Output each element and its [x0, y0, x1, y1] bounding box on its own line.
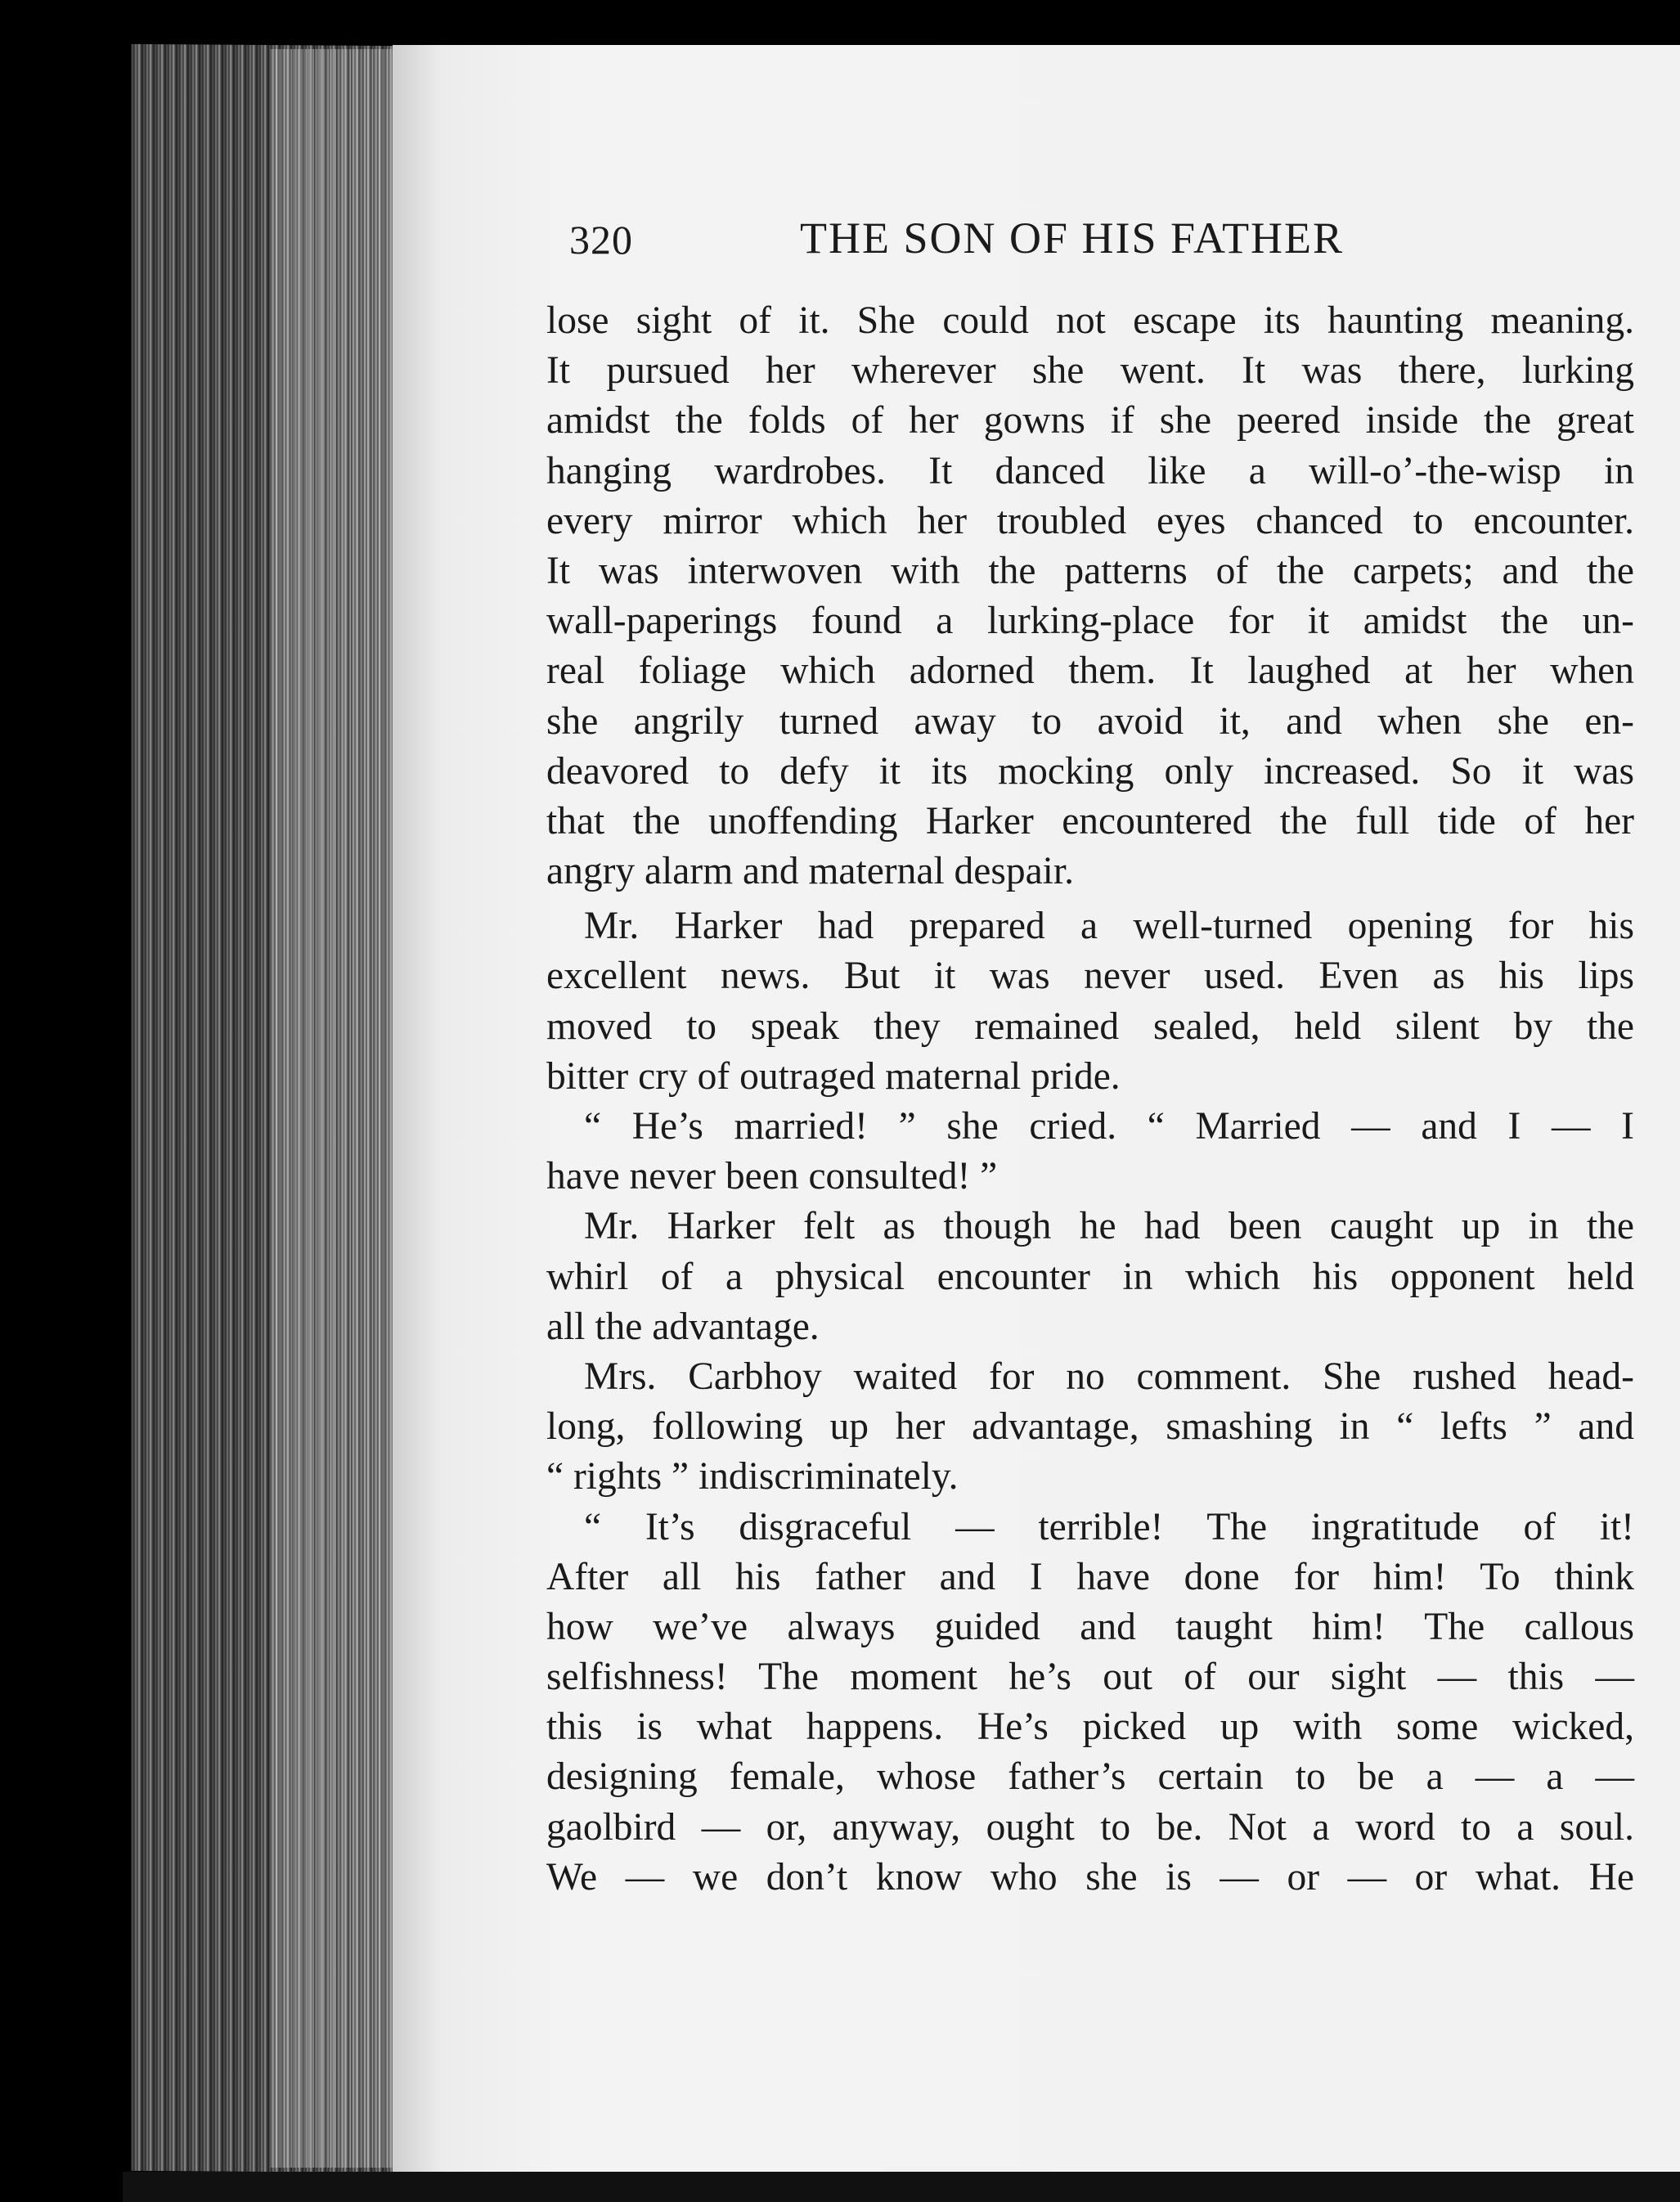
text-line: designing female, whose father’s certain to be a — a —: [546, 1755, 1634, 1799]
text-line: wall-paperings found a lurking-place for it amidst the un-: [546, 600, 1634, 643]
text-line: gaolbird — or, anyway, ought to be. Not a word to a soul.: [546, 1805, 1634, 1849]
scan-bottom-border: [123, 2172, 1680, 2202]
text-line: have never been consulted! ”: [546, 1155, 998, 1198]
text-line: deavored to defy it its mocking only increased. So it was: [546, 749, 1634, 793]
text-line: “ He’s married! ” she cried. “ Married — and I — I: [584, 1105, 1634, 1148]
page-number: 320: [569, 217, 633, 263]
text-line: Mr. Harker had prepared a well-turned opening for his: [584, 905, 1634, 948]
text-line: “ rights ” indiscriminately.: [546, 1455, 959, 1499]
text-line: long, following up her advantage, smashing in “ lefts ” and: [546, 1405, 1634, 1449]
text-line: hanging wardrobes. It danced like a will-o’-the-wisp in: [546, 449, 1634, 492]
text-line: amidst the folds of her gowns if she peered inside the great: [546, 399, 1634, 443]
text-line: this is what happens. He’s picked up with some wicked,: [546, 1705, 1634, 1749]
text-line: that the unoffending Harker encountered the full tide of her: [546, 799, 1634, 843]
text-line: lose sight of it. She could not escape its haunting meaning.: [546, 299, 1634, 342]
body-text: [546, 296, 1634, 1903]
text-line: excellent news. But it was never used. Even as his lips: [546, 955, 1634, 998]
text-line: bitter cry of outraged maternal pride.: [546, 1054, 1121, 1098]
text-line: whirl of a physical encounter in which his opponent held: [546, 1255, 1634, 1298]
text-line: angry alarm and maternal despair.: [546, 850, 1074, 893]
text-line: real foliage which adorned them. It laughed at her when: [546, 649, 1634, 693]
text-line: moved to speak they remained sealed, held silent by the: [546, 1004, 1634, 1048]
text-line: It pursued her wherever she went. It was there, lurking: [546, 349, 1634, 393]
scan-top-border: [123, 0, 1680, 49]
text-line: how we’ve always guided and taught him! The callous: [546, 1605, 1634, 1648]
text-line: Mr. Harker felt as though he had been caught up in the: [584, 1205, 1634, 1248]
running-head: [569, 209, 1633, 275]
book-page-edges-highlight: [270, 49, 409, 2168]
text-line: Mrs. Carbhoy waited for no comment. She rushed head-: [584, 1355, 1634, 1398]
text-line: all the advantage.: [546, 1305, 820, 1348]
running-title: THE SON OF HIS FATHER: [800, 213, 1345, 263]
text-line: selfishness! The moment he’s out of our sight — this —: [546, 1656, 1634, 1699]
text-line: We — we don’t know who she is — or — or what. He: [546, 1855, 1634, 1899]
text-line: After all his father and I have done for him! To think: [546, 1555, 1634, 1598]
text-line: every mirror which her troubled eyes chanced to encounter.: [546, 499, 1634, 542]
text-line: It was interwoven with the patterns of the carpets; and the: [546, 549, 1634, 592]
text-line: “ It’s disgraceful — terrible! The ingratitude of it!: [584, 1505, 1634, 1548]
text-line: she angrily turned away to avoid it, and when she en-: [546, 699, 1634, 743]
